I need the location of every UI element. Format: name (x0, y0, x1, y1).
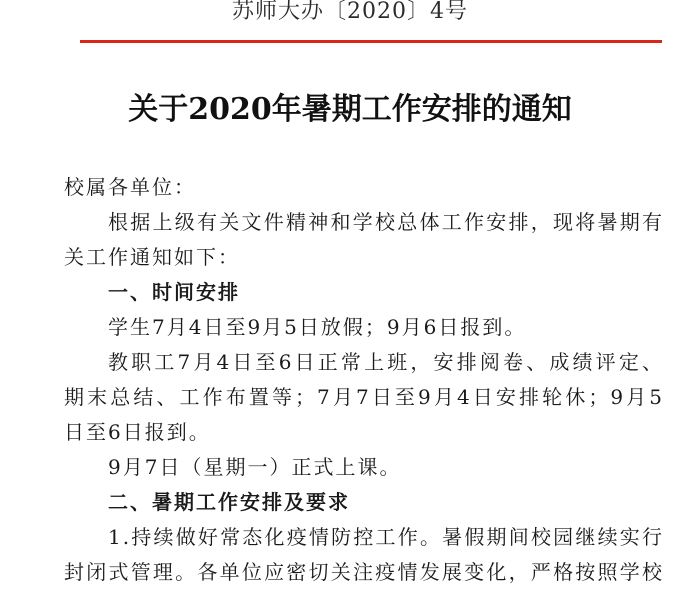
paragraph-item1-line-2: 封闭式管理。各单位应密切关注疫情发展变化，严格按照学校 (64, 560, 664, 584)
paragraph-staff-line-3: 日至6日报到。 (64, 420, 211, 444)
salutation: 校属各单位： (64, 175, 196, 199)
paragraph-intro-line-1: 根据上级有关文件精神和学校总体工作安排，现将暑期有 (108, 210, 664, 234)
paragraph-staff-line-1: 教职工7月4日至6日正常上班，安排阅卷、成绩评定、 (108, 350, 664, 374)
paragraph-staff-line-2: 期末总结、工作布置等；7月7日至9月4日安排轮休；9月5 (64, 385, 664, 409)
section-heading-summer-work: 二、暑期工作安排及要求 (108, 490, 350, 514)
red-header-rule (80, 40, 662, 43)
paragraph-students: 学生7月4日至9月5日放假；9月6日报到。 (108, 315, 527, 339)
document-body (64, 170, 664, 590)
document-title: 关于2020年暑期工作安排的通知 (128, 92, 572, 127)
section-heading-time: 一、时间安排 (108, 280, 240, 304)
paragraph-intro-line-2: 关工作通知如下： (64, 245, 240, 269)
paragraph-item1-line-1: 1.持续做好常态化疫情防控工作。暑假期间校园继续实行 (108, 525, 664, 549)
document-number: 苏师大办〔2020〕4号 (232, 0, 468, 24)
paragraph-classes: 9月7日（星期一）正式上课。 (108, 455, 402, 479)
